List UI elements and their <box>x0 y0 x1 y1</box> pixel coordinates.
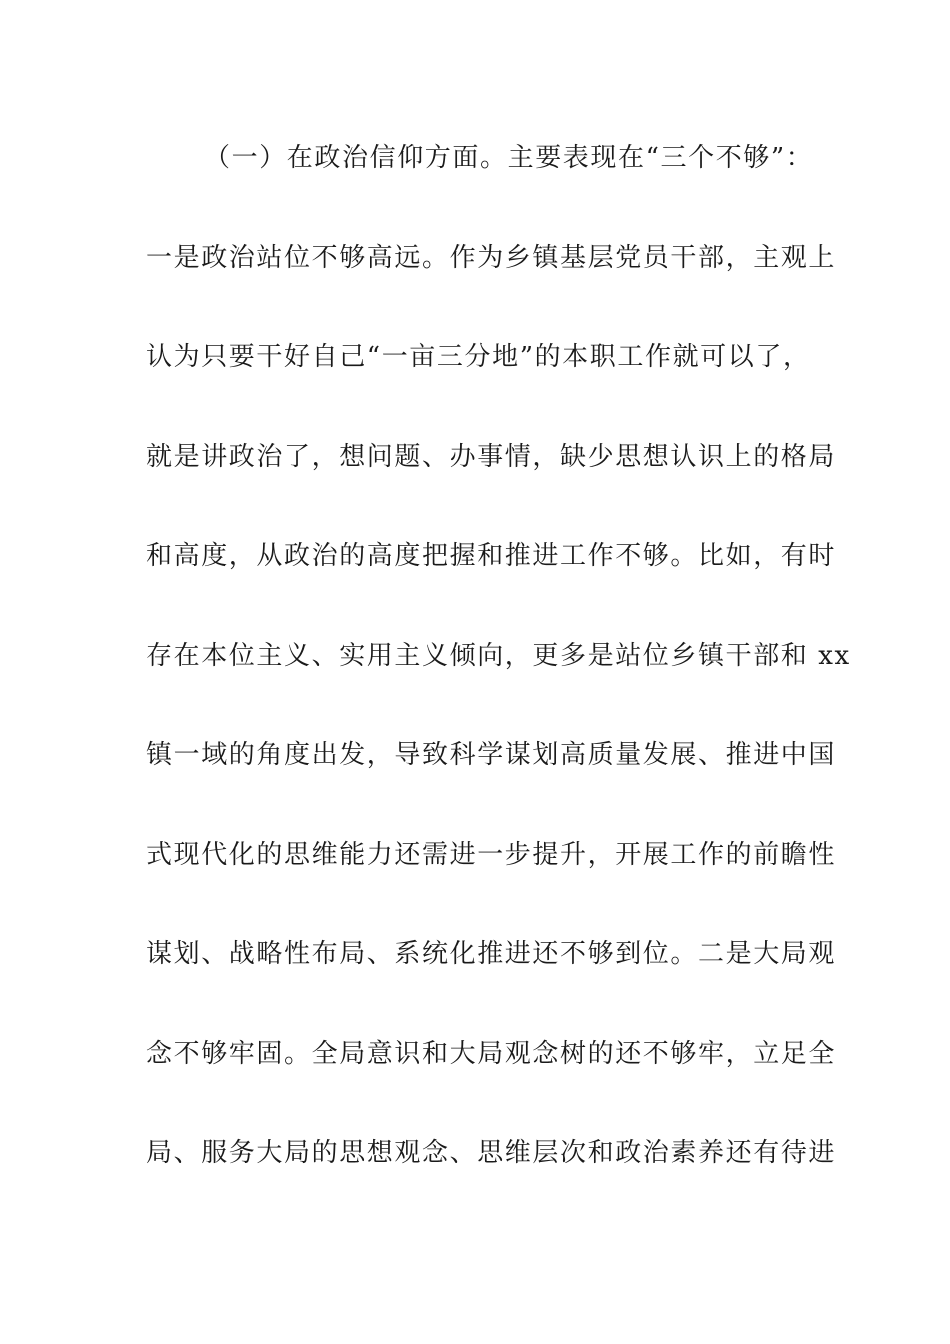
text-line: 一是政治站位不够高远。作为乡镇基层党员干部，主观上 <box>146 242 837 273</box>
text-line: 就是讲政治了，想问题、办事情，缺少思想认识上的格局 <box>146 441 837 472</box>
text-line: 认为只要干好自己“一亩三分地”的本职工作就可以了， <box>146 342 811 372</box>
text-line: 和高度，从政治的高度把握和推进工作不够。比如，有时 <box>146 541 837 571</box>
text-line: 念不够牢固。全局意识和大局观念树的还不够牢，立足全 <box>146 1038 837 1069</box>
text-line: 式现代化的思维能力还需进一步提升，开展工作的前瞻性 <box>146 839 837 870</box>
text-line: 局、服务大局的思想观念、思维层次和政治素养还有待进 <box>146 1138 837 1168</box>
text-line: 谋划、战略性布局、系统化推进还不够到位。二是大局观 <box>146 939 837 969</box>
body-text <box>146 125 851 1220</box>
section-heading-line: （一）在政治信仰方面。主要表现在“三个不够”： <box>204 143 814 173</box>
text-line: 镇一域的角度出发，导致科学谋划高质量发展、推进中国 <box>146 740 837 770</box>
text-line: 存在本位主义、实用主义倾向，更多是站位乡镇干部和 xx <box>146 640 851 671</box>
